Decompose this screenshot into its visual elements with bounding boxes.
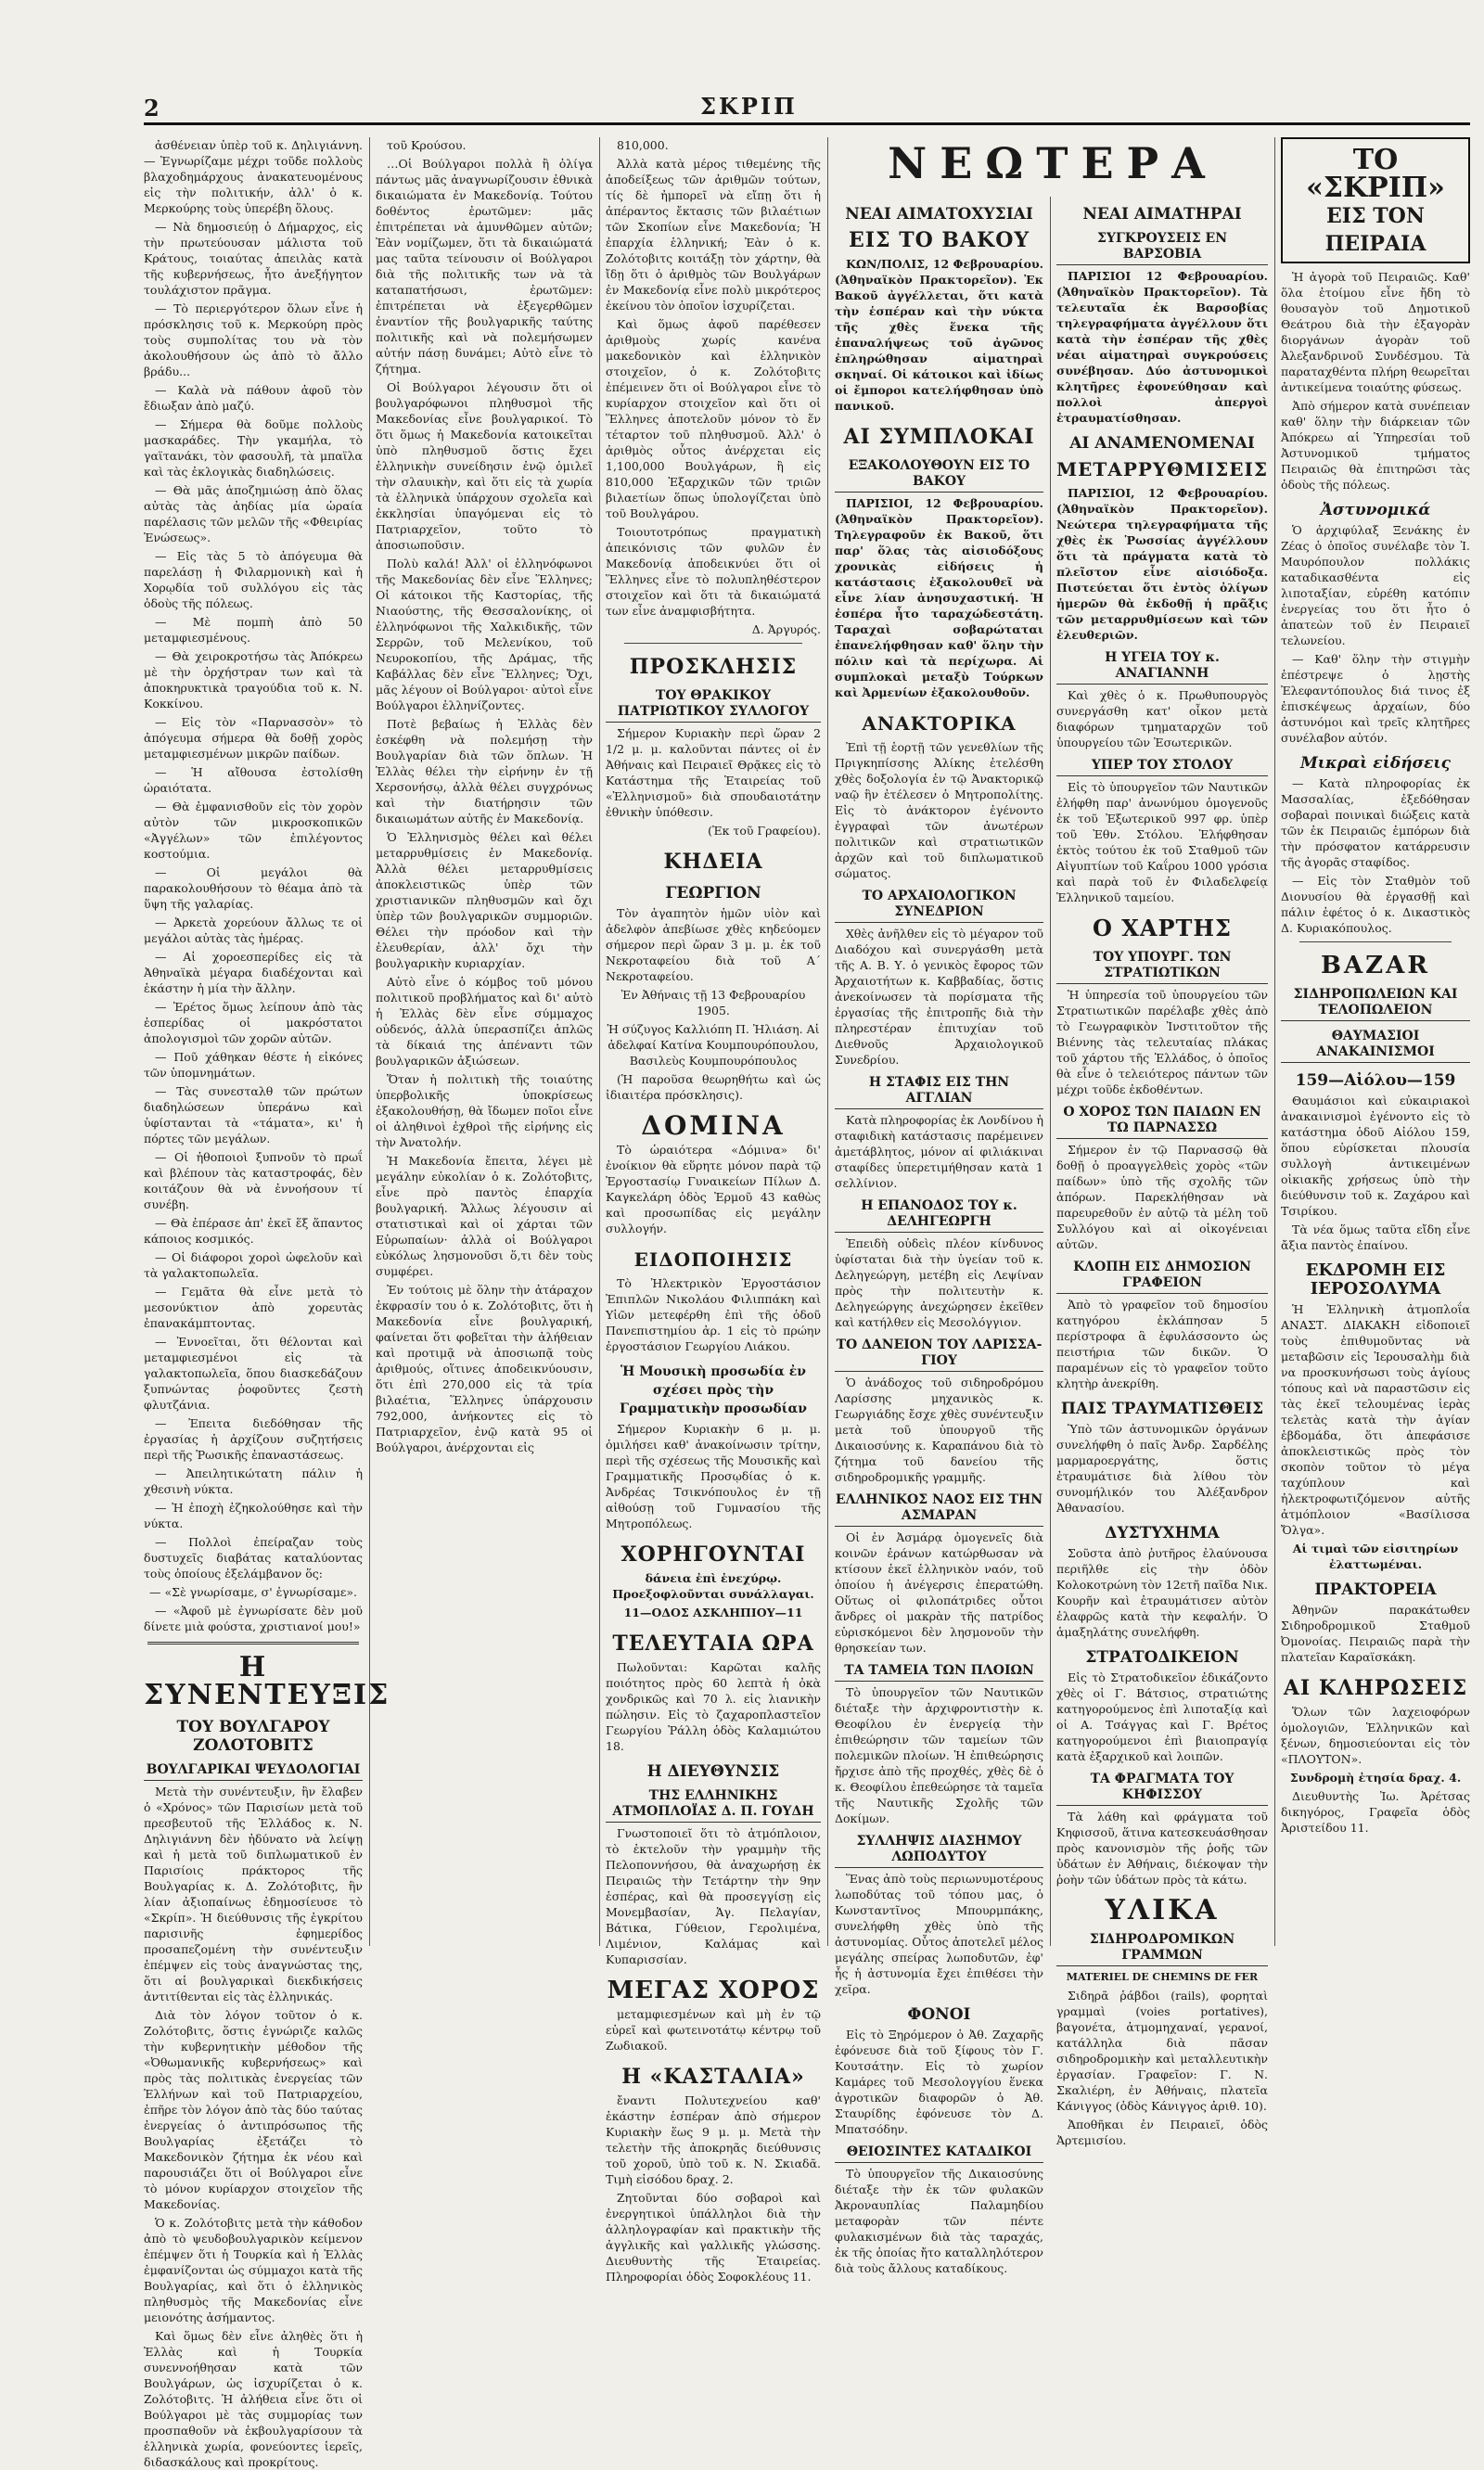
paragraph: Ὅταν ἡ πολιτικὴ τῆς τοιαύτης ὑπερβολικῆς ὑποκρίσεως ἐξακολουθήσῃ, θὰ ἴδωμεν ποῖοι εἶνε οἱ ἀληθινοὶ ἐχθροὶ τῆς εἰρήνης εἰς τὴν Ἀνατολήν. xyxy=(376,1072,593,1149)
headline: Η ΥΓΕΙΑ ΤΟΥ κ. ΑΝΑΓΙΑΝΝΗ xyxy=(1056,650,1268,685)
paragraph: Ἀθηνῶν παρακάτωθεν Σιδηροδρομικοῦ Σταθμοῦ Ὀμονοίας. Πειραιῶς παρὰ τὴν πλατεῖαν Καραϊσκάκη. xyxy=(1281,1603,1470,1664)
paragraph: Σοῦστα ἀπὸ ῥυτῆρος ἐλαύνουσα περιῆλθε εἰς τὴν ὁδὸν Κολοκοτρώνη τὸν 12ετῆ παῖδα Νικ. Κουρῆν καὶ ἐτραυμάτισεν αὐτὸν ἐλαφρῶς κατὰ τὴν κεφαλήν. Ὁ ἁμαξηλάτης συνελήφθη. xyxy=(1056,1546,1268,1639)
page-header xyxy=(144,93,1470,128)
banner-title: ΝΕΩΤΕΡΑ xyxy=(888,138,1218,188)
paragraph: — «Ἀφοῦ μὲ ἐγνωρίσατε δὲν μοῦ δίνετε μιὰ φούστα, χριστιανοί μου!» xyxy=(144,1604,363,1633)
paragraph: Μετὰ τὴν συνέντευξιν, ἣν ἔλαβεν ὁ «Χρόνος» τῶν Παρισίων μετὰ τοῦ πρεσβευτοῦ τῆς Ἑλλάδος κ. Ν. Δηλιγιάννη δὲν ἠδύνατο νὰ λείψῃ καὶ ἡ μετὰ τοῦ διπλωματικοῦ ἐν Παρισίοις πράκτορος τῆς Βουλγαρίας κ. Δ. Ζολότοβιτς, ἣν λίαν ἀξιοπαίνως ἐδημοσίευσε τὸ «Σκρίπ». Ἡ διεύθυνσις τῆς ἐγκρίτου παρισινῆς ἐφημερίδος προσαπεζομένη τὴν συνέντευξιν ἐπέμψεν εἰς τοὺς ἀναγνώστας της, ὅτι αἱ βουλγαρικαὶ διεκδικήσεις ἀντιτίθενται εἰς τὰς ἑλληνικάς. xyxy=(144,1785,363,2003)
headline: Η ΣΥΝΕΝΤΕΥΞΙΣ xyxy=(144,1651,390,1711)
headline: ΣΤΡΑΤΟΔΙΚΕΙΟΝ xyxy=(1085,1648,1239,1667)
paragraph: ΠΑΡΙΣΙΟΙ, 12 Φεβρουαρίου. (Ἀθηναϊκὸν Πρακτορεῖον). Τηλεγραφοῦν ἐκ Βακοῦ, ὅτι παρ' ὅλας τὰς αἰσιοδόξους χρονικὰς εἰδήσεις ἡ κατάστασις ἐξακολουθεῖ νὰ εἶνε λίαν ἀνησυχαστική. Ἡ ἑσπέρα ἦτο ταραχώδεστάτη. Ταραχαὶ σοβαρώταται ἐπανελήφθησαν καθ' ὅλην τὴν πόλιν καὶ τὰ περίχωρα. Αἱ συμπλοκαὶ μεταξὺ Τούρκων καὶ Ἀρμενίων ἐξακολουθοῦν. xyxy=(835,496,1043,699)
paragraph: ἀσθένειαν ὑπὲρ τοῦ κ. Δηλιγιάννη. — Ἐγνωρίζαμε μέχρι τοῦδε πολλοὺς βλαχοδημάρχους ἀνακατευομένους εἰς τὴν πολιτικήν, ἀλλ' ὁ κ. Μερκούρης τοὺς ὑπερέβη ὅλους. xyxy=(144,138,363,215)
paragraph: ΠΑΡΙΣΙΟΙ, 12 Φεβρουαρίου. (Ἀθηναϊκὸν Πρακτορεῖον). Νεώτερα τηλεγραφήματα τῆς χθὲς ἐκ Ῥωσσίας ἀγγέλλουν ὅτι τὰ πράγματα κατὰ τὸ πλεῖστον εἶνε αἰσιόδοξα. Πιστεύεται ὅτι ἐντὸς ὀλίγων ἡμερῶν θὰ ἐκδοθῇ ἡ πρᾶξις τῶν μεταρρυθμίσεων καὶ τῶν ἐλευθεριῶν. xyxy=(1056,486,1268,642)
paragraph: Τὰ νέα ὅμως ταῦτα εἴδη εἶνε ἄξια παντὸς ἐπαίνου. xyxy=(1281,1222,1470,1252)
paragraph: Καὶ ὅμως ἀφοῦ παρέθεσεν ἀριθμοὺς χωρίς κανένα μακεδονικὸν καὶ ἑλληνικὸν στοιχεῖον, ὁ κ. Ζολότοβιτς ἐπέμεινεν ὅτι οἱ Βούλγαροι εἶνε τὸ κυρίαρχον στοιχεῖον καὶ ὅτι οἱ Ἕλληνες ἀποτελοῦν μόνον τὸ ἕν τέταρτον τοῦ πληθυσμοῦ. Ἀλλ' ὁ ἀριθμὸς οὗτος ἀνέρχεται εἰς 1,100,000 Βουλγάρων, ἢ εἰς 810,000 Ἐξαρχικῶν τῶν τριῶν βιλαετίων ὅπως ὑπολογίζεται ὑπὸ τοῦ Βουλγάρου. xyxy=(606,317,821,520)
headline: ΣΥΛΛΗΨΙΣ ΔΙΑΣΗΜΟΥ ΛΩΠΟΔΥΤΟΥ xyxy=(835,1834,1043,1868)
page-number: 2 xyxy=(144,95,160,122)
divider xyxy=(624,643,802,644)
paragraph: 810,000. xyxy=(617,138,669,152)
paragraph: — Εἰς τὸν Σταθμὸν τοῦ Διονυσίου θὰ ἐργασθῇ καὶ πάλιν ἐφέτος ὁ κ. Δικαστικὸς Δ. Κυριακόπουλος. xyxy=(1281,874,1470,935)
headline: BAZAR xyxy=(1321,952,1430,979)
paragraph: — Καλὰ νὰ πάθουν ἀφοῦ τὸν ἔδιωξαν ἀπὸ μαζύ. xyxy=(144,383,363,413)
paragraph: — Ποῦ χάθηκαν θέστε ἡ εἰκόνες τῶν ὑπομνημάτων. xyxy=(144,1050,363,1080)
paragraph: Ἐν τούτοις μὲ ὅλην τὴν ἀτάραχον ἐκφρασίν του ὁ κ. Ζολότοβιτς, ὅτι ἡ Μακεδονία εἶνε βουλγαρική, φαίνεται ὅτι φοβεῖται τὴν ἀλήθειαν καὶ προτιμᾷ νὰ ἀποσιωπᾷ τοὺς ἀριθμούς, οἵτινες ἀποδεικνύουσιν, ὅτι ἐπὶ 270,000 εἰς τὰ τρία βιλαέτια, Ἕλληνες ὑπάρχουσιν 792,000, ἀνήκοντες εἰς τὸ Πατριαρχεῖον, ἐνῷ κατὰ 95 οἱ Βούλγαροι, ἀνέρχονται εἰς xyxy=(376,1283,593,1454)
headline: ΠΡΟΣΚΛΗΣΙΣ xyxy=(629,655,798,679)
headline: ΕΙΔΟΠΟΙΗΣΙΣ xyxy=(633,1248,793,1271)
paragraph: Κατὰ πληροφορίας ἐκ Λονδίνου ἡ σταφιδικὴ κατάστασις παρέμεινεν ἀμετάβλητος, μόνον αἱ φιλιάκιναι σταφίδες ὑπερετιμήθησαν κατὰ 1 σελλίνιον. xyxy=(835,1113,1043,1190)
headline: ΤΑ ΦΡΑΓΜΑΤΑ ΤΟΥ ΚΗΦΙΣΣΟΥ xyxy=(1056,1772,1268,1806)
paragraph: Εἰς τὸ Ξηρόμερον ὁ Ἀθ. Ζαχαρῆς ἐφόνευσε διὰ τοῦ ξίφους τὸν Γ. Κουτσάτην. Εἰς τὸ χωρίον Καμάρες τοῦ Μεσολογγίου ἕνεκα ἀγροτικῶν διαφορῶν ὁ Ἀθ. Σταυρίδης ἐφόνευσε τὸν Δ. Μπατσόδην. xyxy=(835,2028,1043,2136)
paragraph: Ὑπὸ τῶν ἀστυνομικῶν ὀργάνων συνελήφθη ὁ παῖς Ἀνδρ. Σαρδέλης μαρμαροεργάτης, ὅστις ἐτραυμάτισε διὰ λίθου τὸν συνομήλικόν του Ἀλέξανδρον Ἀθανασίου. xyxy=(1056,1422,1268,1515)
column-4 xyxy=(835,197,1043,2275)
paragraph: Τὸ Ἠλεκτρικὸν Ἐργοστάσιον Ἐπιπλῶν Νικολάου Φιλιππάκη καὶ Υἱῶν μετεφέρθη ἐπὶ τῆς ὁδοῦ Πανεπιστημίου ἀρ. 1 εἰς τὸ πρώην ἐργοστάσιον Γεωργίου Λιάκου. xyxy=(606,1276,821,1353)
column-3 xyxy=(606,137,821,2284)
headline: ΔΟΜΙΝΑ xyxy=(641,1110,786,1141)
paragraph: ἔναντι Πολυτεχνείου καθ' ἑκάστην ἑσπέραν ἀπὸ σήμερον Κυριακὴν ἕως 9 μ. μ. Μετὰ τὴν τελετὴν τῆς ἀποκρηᾶς διεύθυνσις τοῦ χοροῦ, ὑπὸ τοῦ κ. Ν. Σκιαδᾶ. Τιμὴ εἰσόδου δραχ. 2. xyxy=(606,2093,821,2186)
paragraph: — Τὰς συνεσταλθ τῶν πρώτων διαδηλώσεων ὑπεράνω καὶ ὑφίστανται τὰ «τάματα», κι' ἡ πόρτες τῶν μεγάλων. xyxy=(144,1084,363,1145)
paragraph: Καὶ ὅμως δὲν εἶνε ἀληθὲς ὅτι ἡ Ἑλλὰς καὶ ἡ Τουρκία συνεννοήθησαν κατὰ τῶν Βουλγάρων, ὡς ἰσχυρίζεται ὁ κ. Ζολότοβιτς. Ἡ ἀλήθεια εἶνε ὅτι οἱ Βούλγαροι μὲ τὰς συμμορίας των προσπαθοῦν νὰ ἐκβουλγαρίσουν τὰ ἑλληνικὰ χωρία, φονεύοντες ἱερεῖς, διδασκάλους καὶ προκρίτους. xyxy=(144,2329,363,2469)
paragraph: — Θὰ ἐπέρασε ἀπ' ἐκεῖ ἕξ ἅπαντος κάποιος κοσμικός. xyxy=(144,1216,363,1246)
paragraph: — Ἡ αἴθουσα ἐστολίσθη ὡραιότατα. xyxy=(144,765,363,795)
headline: Ο ΧΟΡΟΣ ΤΩΝ ΠΑΙΔΩΝ ΕΝ ΤΩ ΠΑΡΝΑΣΣΩ xyxy=(1056,1105,1268,1139)
paragraph: — Οἱ διάφοροι χοροὶ ὠφελοῦν καὶ τὰ γαλακτοπωλεῖα. xyxy=(144,1250,363,1280)
paragraph: MATERIEL DE CHEMINS DE FER xyxy=(1066,1971,1259,1983)
header-rule xyxy=(144,122,1470,125)
paragraph: Συνδρομὴ ἐτησία δραχ. 4. xyxy=(1289,1771,1462,1785)
paragraph: Σιδηρᾶ ῥάβδοι (rails), φορηταὶ γραμμαὶ (voies portatives), βαγονέτα, ἀτμομηχαναί, γερανοί, κατάλληλα διὰ πᾶσαν σιδηροδρομικὴν καὶ μεταλλευτικὴν ἐργασίαν. Γραφεῖον: Γ. Ν. Σκαλιέρη, ἐν Ἀθήναις, πλατεῖα Κάνιγγος (ὁδὸς Κάνιγγος ἀριθ. 10). xyxy=(1056,1989,1268,2113)
paragraph: Σήμερον ἐν τῷ Παρνασσῷ θὰ δοθῇ ὁ προαγγελθεὶς χορὸς «τῶν παίδων» ὑπὸ τῆς σχολῆς τῶν ἀπόρων. Παρεκλήθησαν νὰ παρευρεθοῦν ἐν αὐτῷ τὰ μέλη τοῦ Συλλόγου καὶ αἱ οἰκογένειαι αὐτῶν. xyxy=(1056,1143,1268,1251)
paragraph: — Πολλοὶ ἐπείραζαν τοὺς δυστυχεῖς διαβάτας καταλύοντας τοὺς ὁποίους ἐξελάμβανον ὅς: xyxy=(144,1535,363,1581)
divider xyxy=(1299,941,1452,942)
paragraph: — Σήμερα θὰ δοῦμε πολλοὺς μασκαράδες. Τὴν γκαμήλα, τὸ γαϊτανάκι, τὸν φασουλῆ, τὰ μπαϊλα καὶ τὰς ἐκλογικὰς διαδηλώσεις. xyxy=(144,417,363,479)
paragraph: Τὸν ἀγαπητὸν ἡμῶν υἱὸν καὶ ἀδελφὸν ἀπεβίωσε χθὲς κηδεύομεν σήμερον περὶ ὥραν 3 μ. μ. ἐκ τοῦ Νεκροταφείου διὰ τοῦ Α΄ Νεκροταφείου. xyxy=(606,906,821,983)
section-box-title: ΤΟ «ΣΚΡΙΠ» xyxy=(1306,144,1445,204)
headline: ΑΙ ΣΥΜΠΛΟΚΑΙ xyxy=(843,425,1035,449)
paragraph: Σήμερον Κυριακὴν περὶ ὥραν 2 1/2 μ. μ. καλοῦνται πάντες οἱ ἐν Ἀθήναις καὶ Πειραιεῖ Θρᾷκες εἰς τὸ Κατάστημα τῆς Ἑταιρείας τοῦ «Ἑλληνισμοῦ» διὰ σπουδαιοτάτην ἐθνικὴν ὑπόθεσιν. xyxy=(606,726,821,819)
headline: ΑΙ ΚΛΗΡΩΣΕΙΣ xyxy=(1283,1676,1468,1700)
paragraph: Χθὲς ἀνῆλθεν εἰς τὸ μέγαρον τοῦ Διαδόχου καὶ συνεργάσθη μετὰ τῆς Α. Β. Υ. ὁ γενικὸς ἔφορος τῶν Ἀρχαιοτήτων κ. Καββαδίας, ὅστις ἀνεκοίνωσεν τὰ πορίσματα τῆς ἐργασίας τῆς ἐπιτροπῆς διὰ τὴν πληρεστέραν ἐπιτυχίαν τοῦ Διεθνοῦς Ἀρχαιολογικοῦ Συνεδρίου. xyxy=(835,927,1043,1067)
headline-sub: ΤΟΥ ΒΟΥΛΓΑΡΟΥ ΖΟΛΟΤΟΒΙΤΣ xyxy=(176,1718,330,1755)
paragraph: Ἐπὶ τῇ ἑορτῇ τῶν γενεθλίων τῆς Πριγκηπίσσης Ἀλίκης ἐτελέσθη χθὲς δοξολογία ἐν τῷ Ἀνακτορικῷ ναῷ ἣν ἐτέλεσεν ὁ Μητροπολίτης. Εἰς τὸ ἀνάκτορον ἐγένοντο ἐγγραφαὶ τῶν ἀνωτέρων πολιτικῶν καὶ στρατιωτικῶν ἀρχῶν καὶ τοῦ διπλωματικοῦ σώματος. xyxy=(835,740,1043,880)
headline: ΝΕΑΙ ΑΙΜΑΤΟΧΥΣΙΑΙ xyxy=(845,205,1033,224)
headline-sub: ΕΙΣ ΤΟ ΒΑΚΟΥ xyxy=(848,228,1030,252)
paragraph: Οἱ ἐν Ἀσμάρᾳ ὁμογενεῖς διὰ κοινῶν ἐράνων κατώρθωσαν νὰ κτίσουν ἐκεῖ ἑλληνικὸν ναόν, τοῦ ὁποίου ἡ ἀνέγερσις ἐπερατώθη. Οὕτως οἱ φιλοπάτριδες οὗτοι ἄνδρες οἱ μακρὰν τῆς πατρίδος εὑρισκόμενοι δὲν λησμονοῦν τὴν θρησκείαν των. xyxy=(835,1530,1043,1655)
paragraph: Τὸ ὡραιότερα «Δόμινα» δι' ἐνοίκιον θὰ εὕρητε μόνον παρὰ τῷ Ἐργοστασίῳ Γυναικείων Πίλων Δ. Καγκελάρη ὁδὸς Ἑρμοῦ 43 καθὼς καὶ προσωπίδας εἰς μεγάλην συλλογήν. xyxy=(606,1143,821,1235)
headline: ΔΥΣΤΥΧΗΜΑ xyxy=(1105,1524,1220,1542)
paragraph: Εἰς τὸ ὑπουργεῖον τῶν Ναυτικῶν ἐλήφθη παρ' ἀνωνύμου ὁμογενοῦς ἐκ τοῦ Ἐξωτερικοῦ 997 φρ. ὑπὲρ τοῦ Ἐθν. Στόλου. Ἐλήφθησαν ἐκτὸς τούτου ἐκ τοῦ Σταθμοῦ τῶν Αἰγυπτίων τοῦ Καΐρου 1000 γρόσια καὶ παρὰ τοῦ ἐν Φιλαδελφείᾳ Ἑλληνικοῦ ταμείου. xyxy=(1056,780,1268,904)
section-box-subtitle: ΕΙΣ ΤΟΝ ΠΕΙΡΑΙΑ xyxy=(1324,204,1426,256)
headline-sub: ΤΗΣ ΕΛΛΗΝΙΚΗΣ ΑΤΜΟΠΛΟΪΑΣ Δ. Π. ΓΟΥΔΗ xyxy=(606,1788,821,1823)
headline: ΕΚΔΡΟΜΗ ΕΙΣ ΙΕΡΟΣΟΛΥΜΑ xyxy=(1305,1261,1446,1299)
headline: ΑΙ ΑΝΑΜΕΝΟΜΕΝΑΙ xyxy=(1069,434,1255,453)
paragraph: — Τὸ περιεργότερον ὅλων εἶνε ἡ πρόσκλησις τοῦ κ. Μερκούρη πρὸς τοὺς συμπολίτας του νὰ τὸν ἀκολουθήσουν ὡς ἀπὸ τὸ ἄλλο βράδυ... xyxy=(144,301,363,378)
column-divider xyxy=(1274,137,1275,1946)
paragraph: Εἰς τὸ Στρατοδικεῖον ἐδικάζοντο χθὲς οἱ Γ. Βάτσιος, στρατιώτης κατηγορούμενος ἐπὶ λιποταξίᾳ καὶ οἱ Α. Τσάγγας καὶ Γ. Βρέτος κατηγορούμενοι ἐπὶ βιαιοπραγίᾳ κατὰ ἐξαρχικοῦ καὶ λοιπῶν. xyxy=(1056,1670,1268,1763)
headline: ΘΕΙΟΣΙΝΤΕΣ ΚΑΤΑΔΙΚΟΙ xyxy=(835,2144,1043,2163)
column-1 xyxy=(144,137,390,2469)
paragraph: δάνεια ἐπὶ ἐνεχύρῳ. Προεξοφλοῦνται συνάλλαγαι. xyxy=(612,1571,814,1601)
headline: ΚΛΟΠΗ ΕΙΣ ΔΗΜΟΣΙΟΝ ΓΡΑΦΕΙΟΝ xyxy=(1056,1260,1268,1294)
section-box xyxy=(1281,137,1470,263)
divider xyxy=(147,1642,359,1645)
paragraph: Ἀπὸ σήμερον κατὰ συνέπειαν καθ' ὅλην τὴν διάρκειαν τῶν Ἀπόκρεω αἱ Ὑπηρεσίαι τοῦ Ἀστυνομικοῦ τμήματος Πειραιῶς θὰ ἐπιτηρῶσι τὰς ὁδοὺς τῆς πόλεως. xyxy=(1281,399,1470,492)
paragraph: Ζητοῦνται δύο σοβαροὶ καὶ ἐνεργητικοὶ ὑπάλληλοι διὰ τὴν ἀλληλογραφίαν καὶ πρακτικὴν τῆς ἀγγλικῆς καὶ γαλλικῆς γλώσσης. Διευθυντὴς τῆς Ἑταιρείας. Πληροφορίαι ὁδὸς Σοφοκλέους 11. xyxy=(606,2191,821,2284)
paragraph: Διευθυντὴς Ἰω. Ἀρέτσας δικηγόρος, Γραφεῖα ὁδὸς Ἀριστείδου 11. xyxy=(1281,1789,1470,1835)
headline: Η ΔΙΕΥΘΥΝΣΙΣ xyxy=(646,1762,780,1781)
paragraph: Ἐπειδὴ οὐδεὶς πλέον κίνδυνος ὑφίσταται διὰ τὴν ὑγείαν τοῦ κ. Δεληγεώργη, μετέβη εἰς Λεψίναν πρὸς τὴν πολιτευτὴν κ. Δεληγεώργης ἀνεχώρησεν ἐκεῖθεν καὶ κατήλθεν εἰς Μεσολόγγιον. xyxy=(835,1236,1043,1329)
paragraph: Αὐτὸ εἶνε ὁ κόμβος τοῦ μόνου πολιτικοῦ προβλήματος καὶ δι' αὐτὸ ἡ Ἑλλὰς δὲν εἶνε σύμμαχος οὐδενός, ἀλλὰ ὑπερασπίζει ἁπλῶς τὰ δίκαιά της ἀπέναντι τῶν βουλγαρικῶν ἀξιώσεων. xyxy=(376,975,593,1068)
column-5 xyxy=(1056,197,1268,2147)
paragraph: — Ἡ ἐποχὴ ἐζηκολούθησε καὶ τὴν νύκτα. xyxy=(144,1501,363,1530)
headline: ΝΕΑΙ ΑΙΜΑΤΗΡΑΙ xyxy=(1082,205,1242,224)
paragraph: Πωλοῦνται: Καρῶται καλῆς ποιότητος πρὸς 60 λεπτὰ ἡ ὀκὰ χονδρικῶς καὶ 70 λ. εἰς λιανικὴν πώλησιν. Εἰς τὸ ζαχαροπλαστεῖον Γεωργίου Ῥάλλη ὁδὸς Καλαμιώτου 18. xyxy=(606,1660,821,1753)
paragraph: (Ἡ παροῦσα θεωρηθήτω καὶ ὡς ἰδιαιτέρα πρόσκλησις). xyxy=(606,1072,821,1102)
paragraph: — Ἐννοεῖται, ὅτι θέλονται καὶ μεταμφιεσμένοι εἰς τὰ γαλακτοπωλεῖα, ὅπου διασκεδάζουν ξυπνώντας ῥοφοῦντες ζεστὴ φλυτζάνια. xyxy=(144,1335,363,1412)
paragraph: Γνωστοποιεῖ ὅτι τὸ ἀτμόπλοιον, τὸ ἐκτελοῦν τὴν γραμμὴν τῆς Πελοποννήσου, θὰ ἀναχωρήσῃ ἐκ Πειραιῶς τὴν Τετάρτην τὴν 9ην ἑσπέρας, καὶ θὰ προσεγγίσῃ εἰς Μονεμβασίαν, Ἁγ. Πελαγίαν, Βάτικα, Γύθειον, Γερολιμένα, Λιμένιον, Καλάμας καὶ Κυπαρισσίαν. xyxy=(606,1826,821,1966)
paragraph: Τοιουτοτρόπως πραγματικὴ ἀπεικόνισις τῶν φυλῶν ἐν Μακεδονίᾳ ἀποδεικνύει ὅτι οἱ Ἕλληνες εἶνε τὸ πολυπληθέστερον στοιχεῖον καὶ ὅτι τὰ δικαιώματά των εἶνε ἀναμφισβήτητα. xyxy=(606,525,821,618)
paragraph: — Νὰ δημοσιεύῃ ὁ Δήμαρχος, εἰς τὴν πρωτεύουσαν μάλιστα τοῦ Κράτους, τοιαύτας ἀπειλὰς κατὰ τῆς κυβερνήσεως, ἦτο ἀνεξήγητον τουλάχιστον πρᾶγμα. xyxy=(144,220,363,297)
signature: Δ. Ἀργυρός. xyxy=(751,622,821,636)
headline: ΚΗΔΕΙΑ xyxy=(663,850,763,874)
headline: ΦΟΝΟΙ xyxy=(907,2005,971,2024)
column-6 xyxy=(1281,137,1470,1946)
paragraph: — Εἰς τὸν «Παρνασσὸν» τὸ ἀπόγευμα σήμερα θὰ δοθῇ χορὸς μεταμφιεσμένων μικρῶν παίδων. xyxy=(144,715,363,761)
paragraph: Ὁ ἀρχιφύλαξ Ξενάκης ἐν Ζέας ὁ ὁποῖος συνέλαβε τὸν Ἰ. Μαυρόπουλον πολλάκις καταδικασθέντα εἰς λιποταξίαν, εὑρέθη κατόπιν ἐνεργείας του ὅτι ἦτο ὁ ἀπατεὼν τοῦ ἐν Πειραιεῖ τελωνείου. xyxy=(1281,523,1470,647)
paragraph: — Εἰς τὰς 5 τὸ ἀπόγευμα θὰ παρελάσῃ ἡ Φιλαρμονικὴ καὶ ἡ Χορῳδία τοῦ συλλόγου εἰς τὰς ὁδοὺς τῆς πόλεως. xyxy=(144,549,363,610)
headline-sub: ΜΕΤΑΡΡΥΘΜΙΣΕΙΣ xyxy=(1056,458,1268,480)
paragraph: — Ἀπειλητικώτατη πάλιν ἡ χθεσινὴ νύκτα. xyxy=(144,1466,363,1496)
headline: ΕΛΛΗΝΙΚΟΣ ΝΑΟΣ ΕΙΣ ΤΗΝ ΑΣΜΑΡΑΝ xyxy=(835,1492,1043,1527)
paragraph: Σήμερον Κυριακὴν 6 μ. μ. ὁμιλήσει καθ' ἀνακοίνωσιν τρίτην, περὶ τῆς σχέσεως τῆς Μουσικῆς καὶ Γραμματικῆς Προσῳδίας ὁ κ. Ἀνδρέας Τσικνόπουλος ἐν τῇ αἰθούσῃ τοῦ Γυμνασίου τῆς Μητροπόλεως. xyxy=(606,1422,821,1530)
paragraph: Διὰ τὸν λόγον τοῦτον ὁ κ. Ζολότοβιτς, ὅστις ἐγνώριζε καλῶς τὴν κυβερνητικὴν μέθοδον τῆς «Ὀθωμανικῆς κυβερνήσεως» καὶ πρὸς τὰς πολιτικὰς ἐνεργείας τῶν Ἑλλήνων καὶ τοῦ Πατριαρχείου, ἐπῆρε τὸν λόγον ἀπὸ τὰς δύο ταύτας ἐνεργείας ὁ ἀντιπρόσωπος τῆς Βουλγαρίας ἐξετάζει τὸ Μακεδονικὸν ζήτημα ἐκ νέου καὶ παρουσιάζει ὅτι οἱ Βούλγαροι εἶνε τὸ μόνον κυρίαρχον στοιχεῖον τῆς Μακεδονίας. xyxy=(144,2008,363,2211)
paragraph: Ἡ Ἑλληνικὴ ἀτμοπλοΐα ΑΝΑΣΤ. ΔΙΑΚΑΚΗ εἰδοποιεῖ τοὺς ἐπιθυμοῦντας νὰ μεταβῶσιν εἰς Ἱερουσαλὴμ διὰ να προσκυνήσωσι τοὺς ἁγίους τόπους καὶ νὰ παραστῶσιν εἰς τὰς ἐκεῖ τελουμένας ἱερὰς τελετὰς κατὰ τὴν ἁγίαν ἑβδομάδα, ὅτι ἀπεφάσισε ἀποκλειστικῶς πρὸς τὸν σκοπὸν τοῦτον τὸ μέγα ταχύπλουν καὶ ἠλεκτροφωτιζόμενον αὐτῆς ἀτμόπλοιον «Βασίλισσα Ὄλγα». xyxy=(1281,1302,1470,1537)
headline-sub: ΤΟΥ ΥΠΟΥΡΓ. ΤΩΝ ΣΤΡΑΤΙΩΤΙΚΩΝ xyxy=(1056,950,1268,984)
paragraph: τοῦ Κρούσου. xyxy=(387,138,467,152)
headline: Ο ΧΑΡΤΗΣ xyxy=(1092,915,1233,941)
paragraph: Ἐν Ἀθήναις τῇ 13 Φεβρουαρίου 1905. xyxy=(620,988,806,1017)
paragraph: — Οἱ μεγάλοι θὰ παρακολουθήσουν τὸ θέαμα ἀπὸ τὰ ὕψη τῆς γαλαρίας. xyxy=(144,865,363,911)
paragraph: Ἡ σύζυγος Καλλιόπη Π. Ἠλιάση. Αἱ ἀδελφαί Κατίνα Κουμπουρόπουλου, Βασιλεὺς Κουμπουρόπουλος xyxy=(607,1022,820,1068)
column-divider xyxy=(827,137,828,1946)
paragraph: ΚΩΝ/ΠΟΛΙΣ, 12 Φεβρουαρίου. (Ἀθηναϊκὸν Πρακτορεῖον). Ἐκ Βακοῦ ἀγγέλλεται, ὅτι κατὰ τὴν ἑσπέραν καὶ τὴν νύκτα τῆς χθὲς ἕνεκα τῆς ἐπαναλήψεως τοῦ ἀγῶνος ἐπληρώθησαν αἱματηραὶ σκηναί. Οἱ κάτοικοι καὶ ἰδίως οἱ ἔμποροι κατελήφθησαν ὑπὸ πανικοῦ. xyxy=(835,257,1043,413)
paragraph: μεταμφιεσμένων καὶ μὴ ἐν τῷ εὐρεῖ καὶ φωτεινοτάτῳ κέντρῳ τοῦ Ζωδιακοῦ. xyxy=(606,2007,821,2053)
headline-sub: ΘΑΥΜΑΣΙΟΙ ΑΝΑΚΑΙΝΙΣΜΟΙ xyxy=(1281,1029,1470,1063)
paragraph: — Καθ' ὅλην τὴν στιγμὴν ἐπέστρεψε ὁ λῃστὴς Ἐλεφαντόπουλος διά τινος ἐξ ἐπισκέψεως ἀρχαίων, δύο ἀστυνόμοι καὶ τρεῖς κλητῆρες συνέλαβον αὐτόν. xyxy=(1281,652,1470,745)
headline: Η ΕΠΑΝΟΔΟΣ ΤΟΥ κ. ΔΕΛΗΓΕΩΡΓΗ xyxy=(835,1198,1043,1233)
paragraph: Τὸ ὑπουργεῖον τῶν Ναυτικῶν διέταξε τὴν ἀρχιφροντιστὴν κ. Θεοφίλου ἐν ἐνεργείᾳ τὴν ἐπιθεώρησιν τῶν ταμείων τῶν πολεμικῶν πλοίων. Ἡ ἐπιθεώρησις ἤρχισε ἀπὸ τῆς προχθές, χθὲς δὲ ὁ κ. Θεοφίλου ἐπεθεώρησε τὰ ταμεῖα τῆς Ναυτικῆς Σχολῆς τῶν Δοκίμων. xyxy=(835,1685,1043,1825)
headline-sub: ΒΟΥΛΓΑΡΙΚΑΙ ΨΕΥΔΟΛΟΓΙΑΙ xyxy=(144,1762,363,1781)
headline: ΑΝΑΚΤΟΡΙΚΑ xyxy=(862,712,1017,735)
headline-sub: ΣΥΓΚΡΟΥΣΕΙΣ ΕΝ ΒΑΡΣΟΒΙΑ xyxy=(1056,231,1268,265)
paragraph: Αἱ τιμαὶ τῶν εἰσιτηρίων ἐλαττωμέναι. xyxy=(1292,1542,1459,1571)
paragraph: — Ἐπειτα διεδόθησαν τῆς ἐργασίας ἡ ἀρχίζουν συζητήσεις περὶ τῆς Ῥωσικῆς ἐπαναστάσεως. xyxy=(144,1416,363,1462)
headline-sub: ΣΙΔΗΡΟΠΩΛΕΙΩΝ ΚΑΙ ΤΕΛΟΠΩΛΕΙΟΝ xyxy=(1281,987,1470,1021)
headline-sub: ΓΕΩΡΓΙΟΝ xyxy=(665,884,761,902)
paragraph: Ποτὲ βεβαίως ἡ Ἑλλὰς δὲν ἐσκέφθη νὰ πολεμήσῃ τὴν Βουλγαρίαν διὰ τῶν ὅπλων. Ἡ Ἑλλὰς θέλει τὴν εἰρήνην ἐν τῇ Χερσονήσῳ, ἀλλὰ θέλει συγχρόνως καὶ τὴν διατήρησιν τῶν δικαιωμάτων αὐτῆς ἐν Μακεδονίᾳ. xyxy=(376,717,593,825)
headline-sub: 159—Αἰόλου—159 xyxy=(1295,1071,1456,1090)
paragraph: Ἀποθῆκαι ἐν Πειραιεῖ, ὁδὸς Ἀρτεμισίου. xyxy=(1056,2118,1268,2147)
paragraph: Ἡ Μακεδονία ἔπειτα, λέγει μὲ μεγάλην εὐκολίαν ὁ κ. Ζολότοβιτς, εἶνε πρὸ παντὸς ἐπαρχία βουλγαρική. Ἄλλως λέγουσιν αἱ στατιστικαὶ καὶ οἱ χάρται τῶν Εὐρωπαίων· ἀλλὰ οἱ Βούλγαροι εὐκόλως λησμονοῦσι ὅ,τι δὲν τοὺς συμφέρει. xyxy=(376,1154,593,1278)
paragraph: — Οἱ ἡθοποιοὶ ξυπνοῦν τὸ πρωΐ καὶ βλέπουν τὰς καταστροφάς, δὲν κοιτάζουν θὰ νὰ ἐννοήσουν τί συνέβη. xyxy=(144,1150,363,1211)
headline: ΠΡΑΚΤΟΡΕΙΑ xyxy=(1314,1581,1437,1599)
paragraph: — Μὲ πομπὴ ἀπὸ 50 μεταμφιεσμένους. xyxy=(144,615,363,645)
headline: Ἡ Μουσικὴ προσωδία ἐν σχέσει πρὸς τὴν Γραμματικὴν προσωδίαν xyxy=(620,1364,807,1416)
column-divider xyxy=(599,137,600,1946)
paragraph: Ἡ ἀγορὰ τοῦ Πειραιῶς. Καθ' ὅλα ἐτοίμου εἶνε ἤδη τὸ θουσαγὸν τοῦ Δημοτικοῦ Θεάτρου διὰ τὴν ἐξαγορὰν διοργάνων ἀγορὰν τοῦ Ἀλεξανδρινοῦ Συνδέσμου. Τὰ παραταχθέντα πλήρη θεωρεῖται ἀντικείμενα τοιαύτης φύσεως. xyxy=(1281,270,1470,394)
paragraph: Ὅλων τῶν λαχειοφόρων ὁμολογιῶν, Ἑλληνικῶν καὶ ξένων, δημοσιεύονται εἰς τὸν «ΠΛΟΥΤΟΝ». xyxy=(1281,1705,1470,1766)
headline: Ἀστυνομικά xyxy=(1320,501,1431,519)
masthead: ΣΚΡΙΠ xyxy=(700,93,798,120)
headline: Μικραὶ εἰδήσεις xyxy=(1299,754,1452,773)
column-divider xyxy=(1050,197,1051,1946)
paragraph: Θαυμάσιοι καὶ εὐκαιριακοὶ ἀνακαινισμοὶ ἐγένοντο εἰς τὸ κατάστημα ὁδοῦ Αἰόλου 159, ὅπου εὑρίσκεται πλουσία συλλογὴ ἀντικειμένων οἰκιακῆς χρήσεως ὑπὸ τὴν διεύθυνσιν τοῦ κ. Ζαχάρου καὶ Τσιρίκου. xyxy=(1281,1094,1470,1218)
headline: ΥΠΕΡ ΤΟΥ ΣΤΟΛΟΥ xyxy=(1056,758,1268,776)
headline: ΤΕΛΕΥΤΑΙΑ ΩΡΑ xyxy=(612,1632,814,1656)
headline: Η «ΚΑΣΤΑΛΙΑ» xyxy=(621,2065,805,2089)
paragraph: 11—ΟΔΟΣ ΑΣΚΛΗΠΙΟΥ—11 xyxy=(623,1606,803,1619)
headline-sub: ΤΟΥ ΘΡΑΚΙΚΟΥ ΠΑΤΡΙΩΤΙΚΟΥ ΣΥΛΛΟΓΟΥ xyxy=(606,688,821,723)
paragraph: Ὁ ἀνάδοχος τοῦ σιδηροδρόμου Λαρίσσης μηχανικὸς κ. Γεωργιάδης ἔσχε χθὲς συνέντευξιν μετὰ τοῦ ὑπουργοῦ τῆς Δικαιοσύνης κ. Καραπάνου διὰ τὸ ζήτημα τοῦ δανείου τῆς σιδηροδρομικῆς γραμμῆς. xyxy=(835,1376,1043,1484)
paragraph: Οἱ Βούλγαροι λέγουσιν ὅτι οἱ βουλγαρόφωνοι πληθυσμοὶ τῆς Μακεδονίας εἶνε βουλγαρικοί. Τὸ ὅτι ὅμως ἡ Μακεδονία κατοικεῖται ὑπὸ πληθυσμοῦ ὅστις ἔχει ἑλληνικὴν συνείδησιν ἐνῷ ὁμιλεῖ τὴν σλαυικὴν, καὶ ὅτι εἰς τὰ χωρία τὰ ἑλληνικὰ ὑπάρχουν σχολεῖα καὶ ἐκκλησίαι ὑπαγόμεναι εἰς τὸ Πατριαρχεῖον, τοῦτο τὸ ἀποσιωποῦσιν. xyxy=(376,380,593,552)
paragraph: — Θὰ ἐμφανισθοῦν εἰς τὸν χορὸν αὐτὸν τῶν μικροσκοπικῶν «Ἀγγέλων» τῶν ἐπιλέγοντος κοστούμια. xyxy=(144,800,363,861)
headline: Η ΣΤΑΦΙΣ ΕΙΣ ΤΗΝ ΑΓΓΛΙΑΝ xyxy=(835,1075,1043,1109)
column-divider xyxy=(369,137,370,1946)
paragraph: — Κατὰ πληροφορίας ἐκ Μασσαλίας, ἐξεδόθησαν σοβαραὶ ποινικαὶ διώξεις κατὰ τῶν ἐκ Πειραιῶς ἐμπόρων διὰ τὴν πρόσφατον κατάρρευσιν τῆς ἀγορᾶς σταφίδος. xyxy=(1281,776,1470,869)
paragraph: Τὰ λάθη καὶ φράγματα τοῦ Κηφισσοῦ, ἅτινα κατεσκευάσθησαν πρὸς κανονισμὸν τῆς ῥοῆς τῶν ὑδάτων ἐν Ἀθήναις, διέκοψαν τὴν ῥοὴν τῶν ὑδάτων πρὸς τὰ κάτω. xyxy=(1056,1810,1268,1887)
paragraph: …Οἱ Βούλγαροι πολλὰ ἢ ὀλίγα πάντως μᾶς ἀναγνωρίζουσιν ἐθνικὰ δικαιώματα ἐν Μακεδονίᾳ. Τούτου δοθέντος ἐρωτῶμεν: μᾶς ἐπιτρέπεται νὰ ἀμυνθῶμεν αὐτῶν; Ἐὰν νομίζωμεν, ὅτι τὰ δικαιώματά μας ταῦτα τείνουσιν οἱ Βούλγαροι διὰ τῆς πολιτικῆς των νὰ τὰ καταπατήσωσι, ἐρωτῶμεν: ἐπιτρέπεται νὰ ἐξεγερθῶμεν ἐναντίον τῆς βουλγαρικῆς ταύτης πολιτικῆς καὶ νὰ πολεμήσωμεν αὐτήν πάσῃ δυνάμει; Αὐτὸ εἶνε τὸ ζήτημα. xyxy=(376,157,593,376)
paragraph: Ἕνας ἀπὸ τοὺς περιωνυμοτέρους λωποδύτας τοῦ τόπου μας, ὁ Κωνσταντῖνος Μπουρμπάκης, συνελήφθη χθὲς ὑπὸ τῆς ἀστυνομίας. Οὗτος ἀποτελεῖ μέλος μεγάλης σπείρας λωποδυτῶν, ἐφ' ἧς ἡ ἀστυνομία ἔχει ἐπιθέσει τὴν χεῖρα. xyxy=(835,1872,1043,1996)
paragraph: Ὁ Ἑλληνισμὸς θέλει καὶ θέλει μεταρρυθμίσεις ἐν Μακεδονίᾳ. Ἀλλὰ θέλει μεταρρυθμίσεις ἀποκλειστικῶς ὑπὲρ τῶν χριστιανικῶν πληθυσμῶν καὶ ὄχι ὑπὲρ τῶν βουλγαρικῶν συμμοριῶν. Θέλει τὴν πρόοδον καὶ τὴν ἐλευθερίαν, ἀλλ' ὄχι τὴν βουλγαρικὴν κυριαρχίαν. xyxy=(376,830,593,970)
paragraph: — «Σὲ γνωρίσαμε, σ' ἐγνωρίσαμε». xyxy=(148,1585,358,1599)
paragraph: Ἡ ὑπηρεσία τοῦ ὑπουργείου τῶν Στρατιωτικῶν παρέλαβε χθὲς ἀπὸ τὸ Γεωγραφικὸν Ἰνστιτοῦτον τῆς Βιέννης τὰς τελευταίας πλάκας τοῦ χάρτου τῆς Ἑλλάδος, ὁ ὁποῖος θὰ εἶνε ὁ τελειότερος πάντων τῶν μέχρι τοῦδε ἐκδοθέντων. xyxy=(1056,988,1268,1096)
news-banner xyxy=(835,137,1271,197)
paragraph: Τὸ ὑπουργεῖον τῆς Δικαιοσύνης διέταξε τὴν ἐκ τῶν φυλακῶν Ἀκροναυπλίας Παλαμηδίου μεταφορὰν τῶν πέντε φυλακισμένων διὰ τὰς ταραχάς, ἐκ τῆς ὁποίας ἤτο καταλληλότερον διὰ τοὺς ἄλλους καταδίκους. xyxy=(835,2167,1043,2275)
paragraph: Καὶ χθὲς ὁ κ. Πρωθυπουργὸς συνεργάσθη κατ' οἶκον μετὰ διαφόρων τμηματαρχῶν τοῦ ὑπουργείου τῶν Ἐσωτερικῶν. xyxy=(1056,688,1268,749)
paragraph: (Ἐκ τοῦ Γραφείου). xyxy=(708,824,821,838)
paragraph: — Αἱ χοροεσπερίδες εἰς τὰ Ἀθηναϊκὰ μέγαρα διαδέχονται καὶ ἑκάστην ἡ μία τὴν ἄλλην. xyxy=(144,950,363,995)
headline: ΤΑ ΤΑΜΕΙΑ ΤΩΝ ΠΛΟΙΩΝ xyxy=(835,1663,1043,1682)
column-2 xyxy=(376,137,593,1946)
headline: ΜΕΓΑΣ ΧΟΡΟΣ xyxy=(607,1977,820,2004)
headline-sub: ΕΞΑΚΟΛΟΥΘΟΥΝ ΕΙΣ ΤΟ ΒΑΚΟΥ xyxy=(835,458,1043,493)
headline: ΤΟ ΑΡΧΑΙΟΛΟΓΙΚΟΝ ΣΥΝΕΔΡΙΟΝ xyxy=(835,889,1043,923)
paragraph: Ἀπὸ τὸ γραφεῖον τοῦ δημοσίου κατηγόρου ἐκλάπησαν 5 περίστροφα ἃ ἐφυλάσσοντο ὡς πειστήρια τῶν δικῶν. Ὁ παραμένων εἰς τὸ γραφεῖον τοῦτο κλητὴρ ἀνεκρίθη. xyxy=(1056,1298,1268,1390)
paragraph: Ὁ κ. Ζολότοβιτς μετὰ τὴν κάθοδον ἀπὸ τὸ ψευδοβουλγαρικὸν κείμενον ἐπέμψεν ὅτι ἡ Τουρκία καὶ ἡ Ἑλλὰς ἐμφανίζονται ὡς σύμμαχοι κατὰ τῆς Βουλγαρίας, καὶ ὅτι ὁ ἑλληνικὸς πληθυσμὸς τῆς Μακεδονίας εἶνε μειονότης ἀσήμαντος. xyxy=(144,2216,363,2324)
headline: ΤΟ ΔΑΝΕΙΟΝ ΤΟΥ ΛΑΡΙΣΣΑ-ΓΙΟΥ xyxy=(835,1337,1043,1372)
headline-sub: ΣΙΔΗΡΟΔΡΟΜΙΚΩΝ ΓΡΑΜΜΩΝ xyxy=(1056,1932,1268,1966)
headline: ΧΟΡΗΓΟΥΝΤΑΙ xyxy=(620,1542,806,1567)
paragraph: — Ἐρέτος ὅμως λείπουν ἀπὸ τὰς ἐσπερίδας οἱ μακρόστατοι ἀπολογισμοὶ τῶν χορῶν αὐτῶν. xyxy=(144,1000,363,1045)
headline: ΥΛΙΚΑ xyxy=(1105,1894,1220,1926)
paragraph: Ἀλλὰ κατὰ μέρος τιθεμένης τῆς ἀποδείξεως τῶν ἀριθμῶν τούτων, τίς δὲ ἠμπορεῖ νὰ εἴπῃ ὅτι ἡ ἀπέραντος ἔκτασις τῶν βιλαέτιων τῶν Σκοπίων εἶνε Μακεδονία; Ἡ ἐπαρχία ἑλληνική; Ἐὰν ὁ κ. Ζολότοβιτς κοιτάξῃ τὸν χάρτην, θὰ ἴδῃ ὅτι ὁ ἀριθμὸς τῶν Βουλγάρων ἐν Μακεδονίᾳ εἶνε πολὺ μικρότερος ἐκείνου τὸν ὁποῖον ἰσχυρίζεται. xyxy=(606,157,821,313)
paragraph: — Θὰ χειροκροτήσω τὰς Ἀπόκρεω μὲ τὴν ὀρχήστραν των καὶ τὰ ἀποκηρυκτικὰ τραγούδια τοῦ κ. Ν. Κοκκίνου. xyxy=(144,649,363,710)
paragraph: ΠΑΡΙΣΙΟΙ 12 Φεβρουαρίου. (Ἀθηναϊκὸν Πρακτορεῖον). Τὰ τελευταῖα ἐκ Βαρσοβίας τηλεγραφήματα ἀγγέλλουν ὅτι κατὰ τὴν ἑσπέραν τῆς χθὲς νέαι αἱματηραὶ συγκρούσεις συνέβησαν. Δύο ἀστυνομικοὶ κλητῆρες ἐφονεύθησαν καὶ πολλοὶ ἀπεργοὶ ἐτραυματίσθησαν. xyxy=(1056,269,1268,425)
paragraph: Πολὺ καλά! Ἀλλ' οἱ ἑλληνόφωνοι τῆς Μακεδονίας δὲν εἶνε Ἕλληνες; Οἱ κάτοικοι τῆς Καστορίας, τῆς Νιαούστης, τῆς Θεσσαλονίκης, οἱ ἑλληνόφωνοι τῆς Χαλκιδικῆς, τῶν Σερρῶν, τοῦ Μελενίκου, τοῦ Νευροκοπίου, τῆς Δράμας, τῆς Καβάλλας δὲν εἶνε Ἕλληνες; Ὄχι, μᾶς λέγουν οἱ Βούλγαροι· αὐτοὶ εἶνε Βούλγαροι ἑλληνίζοντες. xyxy=(376,557,593,712)
paragraph: — Ἀρκετὰ χορεύουν ἄλλως τε οἱ μεγάλοι αὐτὰς τὰς ἡμέρας. xyxy=(144,915,363,945)
paragraph: — Γεμᾶτα θὰ εἶνε μετὰ τὸ μεσονύκτιον ἀπὸ χορευτὰς ἐπανακάμπτοντας. xyxy=(144,1285,363,1330)
paragraph: — Θὰ μᾶς ἀποζημιώσῃ ἀπὸ ὅλας αὐτὰς τὰς ἀηδίας μία ὡραία παρέλασις τῶν μελῶν τῆς «Φθειρίας Ἑνώσεως». xyxy=(144,483,363,544)
headline: ΠΑΙΣ ΤΡΑΥΜΑΤΙΣΘΕΙΣ xyxy=(1060,1400,1264,1418)
